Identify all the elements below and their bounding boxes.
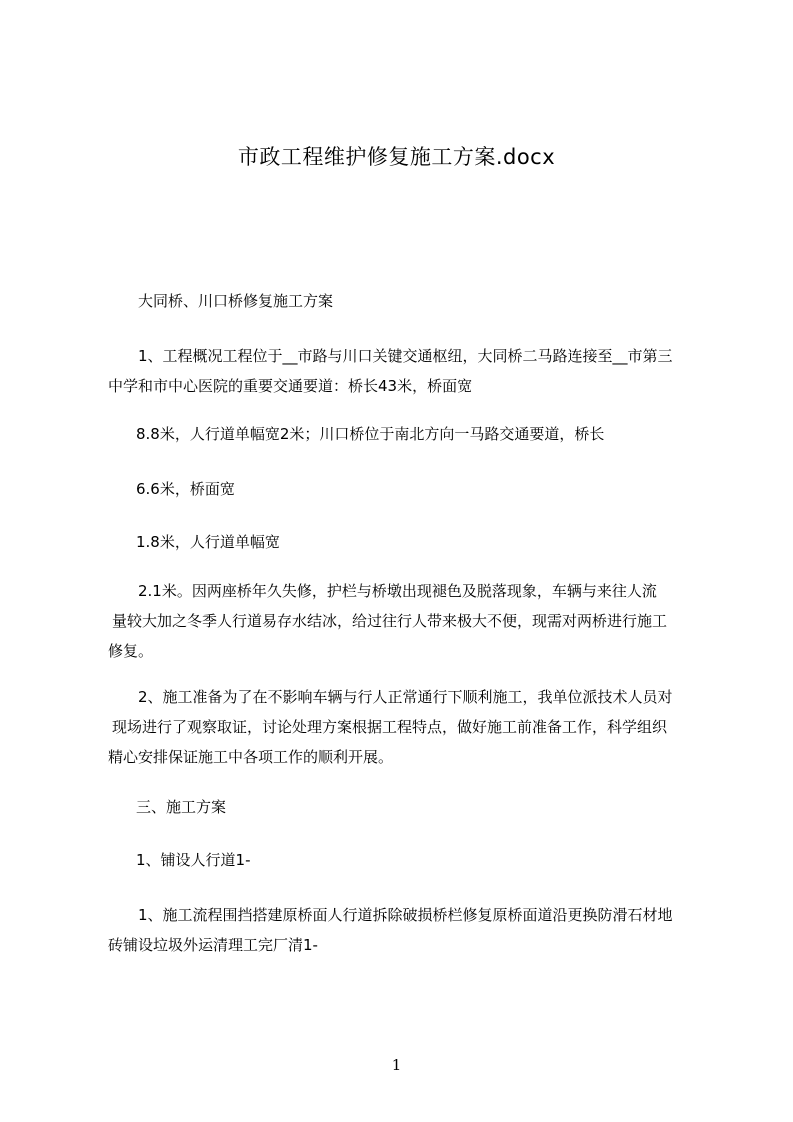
body-paragraph [108, 682, 714, 772]
page-number: 1 [391, 1056, 402, 1074]
text-line: 1.8米，人行道单幅宽 [136, 533, 280, 551]
text-line: 2、施工准备为了在不影响车辆与行人正常通行下顺利施工，我单位派技术人员对 [138, 688, 673, 706]
text-line: 精心安排保证施工中各项工作的顺利开展。 [108, 748, 394, 766]
text-line: 现场进行了观察取证，讨论处理方案根据工程特点，做好施工前准备工作，科学组织 [112, 718, 668, 736]
text-line: 2.1米。因两座桥年久失修，护栏与桥墩出现褪色及脱落现象，车辆与来往人流 [138, 582, 657, 600]
body-paragraph [108, 527, 714, 557]
section-heading [108, 286, 744, 316]
body-paragraph [108, 474, 714, 504]
text-line: 修复。 [108, 642, 154, 660]
body-paragraph [108, 576, 714, 666]
section-heading [108, 792, 714, 822]
text-line: 三、施工方案 [136, 798, 227, 816]
text-line: 6.6米，桥面宽 [136, 480, 235, 498]
text-line: 量较大加之冬季人行道易存水结冰，给过往行人带来极大不便，现需对两桥进行施工 [112, 612, 668, 630]
body-paragraph [108, 341, 714, 401]
text-line: 大同桥、川口桥修复施工方案 [138, 292, 334, 310]
text-line: 1、工程概况工程位于__市路与川口关键交通枢纽，大同桥二马路连接至__市第三 [138, 347, 673, 365]
text-line: 1、铺设人行道1- [136, 851, 251, 869]
text-line: 8.8米，人行道单幅宽2米；川口桥位于南北方向一马路交通要道，桥长 [136, 425, 605, 443]
body-paragraph [108, 900, 714, 960]
text-line: 1、施工流程围挡搭建原桥面人行道拆除破损桥栏修复原桥面道沿更换防滑石材地 [138, 906, 673, 924]
sub-heading [108, 845, 714, 875]
document-title: 市政工程维护修复施工方案.docx [237, 145, 556, 169]
text-line: 砖铺设垃圾外运清理工完厂清1- [108, 936, 318, 954]
body-paragraph [108, 419, 714, 449]
text-line: 中学和市中心医院的重要交通要道：桥长43米，桥面宽 [108, 377, 473, 395]
